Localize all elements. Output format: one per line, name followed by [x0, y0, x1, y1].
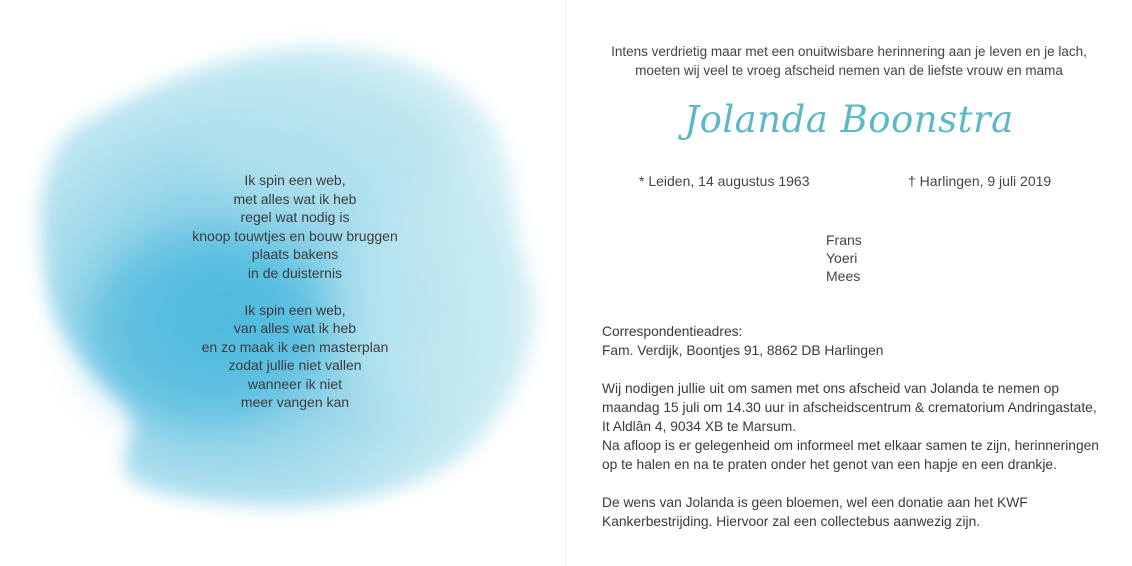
poem-line: regel wat nodig is	[240, 209, 350, 225]
correspondence-address: Fam. Verdijk, Boontjes 91, 8862 DB Harlingen	[602, 343, 884, 358]
invitation-line: maandag 15 juli om 14.30 uur in afscheidscentrum & crematorium Andringastate,	[602, 400, 1097, 415]
announcement-body	[602, 322, 1102, 550]
poem	[130, 171, 460, 430]
invitation-line: It Aldlân 4, 9034 XB te Marsum.	[602, 419, 797, 434]
poem-stanza-2	[130, 301, 460, 412]
intro-line: moeten wij veel te vroeg afscheid nemen van de liefste vrouw en mama	[635, 63, 1063, 78]
poem-line: zodat jullie niet vallen	[228, 357, 362, 373]
poem-line: knoop touwtjes en bouw bruggen	[192, 227, 398, 244]
poem-line: met alles wat ik heb	[233, 190, 357, 207]
poem-line: plaats bakens	[251, 246, 339, 262]
birth-date: * Leiden, 14 augustus 1963	[639, 173, 810, 189]
family-list	[826, 231, 906, 285]
poem-line: en zo maak ik een masterplan	[201, 338, 389, 355]
intro-text	[566, 42, 1132, 80]
wish-block	[602, 493, 1102, 531]
poem-line: in de duisternis	[247, 264, 343, 281]
intro-line: Intens verdrietig maar met een onuitwisbare herinnering aan je leven en je lach,	[611, 44, 1087, 59]
poem-line: Ik spin een web,	[244, 301, 346, 318]
family-member: Frans	[826, 232, 862, 248]
poem-line: meer vangen kan	[240, 394, 350, 410]
invitation-line: Na afloop is er gelegenheid om informeel met elkaar samen te zijn, herinneringen	[602, 438, 1099, 453]
correspondence-label: Correspondentieadres:	[602, 324, 743, 339]
family-member: Yoeri	[826, 250, 858, 266]
invitation-line: Wij nodigen jullie uit om samen met ons afscheid van Jolanda te nemen op	[602, 381, 1060, 396]
correspondence-block	[602, 322, 1102, 360]
poem-line: van alles wat ik heb	[233, 320, 357, 336]
right-page	[566, 0, 1132, 566]
poem-line: Ik spin een web,	[244, 172, 346, 188]
invitation-block	[602, 379, 1102, 474]
poem-stanza-1	[130, 171, 460, 282]
wish-line: De wens van Jolanda is geen bloemen, wel een donatie aan het KWF	[602, 495, 1028, 510]
deceased-name: Jolanda Boonstra	[684, 98, 1014, 141]
wish-line: Kankerbestrijding. Hiervoor zal een collectebus aanwezig zijn.	[602, 514, 981, 529]
invitation-line: op te halen en na te praten onder het genot van een hapje en een drankje.	[602, 457, 1057, 472]
death-date: † Harlingen, 9 juli 2019	[908, 173, 1052, 189]
poem-line: wanneer ik niet	[247, 375, 343, 392]
family-member: Mees	[826, 268, 861, 284]
